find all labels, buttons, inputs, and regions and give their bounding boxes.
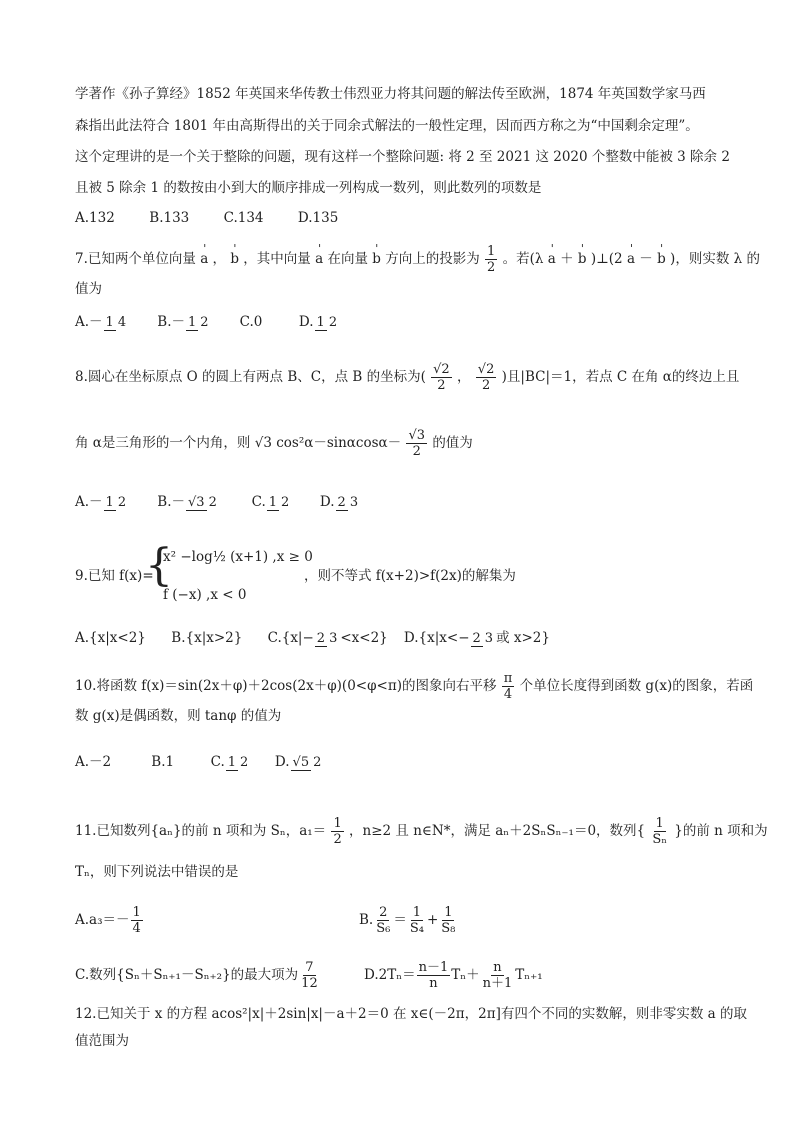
q6-option-b: B.133 xyxy=(149,210,190,226)
q7-line-2: 值为 xyxy=(75,281,102,297)
q7-text-c: 在向量 xyxy=(327,251,368,267)
q8-fraction-1: $\frac{√2}{2}$ xyxy=(433,362,450,393)
q8-option-a: A.－ 1 2 xyxy=(75,494,127,510)
q10-text-a: 10.将函数 f(x)＝sin(2x＋φ)＋2cos(2x＋φ)(0<φ<π)的图象向右平移 xyxy=(75,678,497,694)
q6-line-2: 森指出此法符合 1801 年由高斯得出的关于同余式解法的一般性定理，因而西方称之为“中国剩余定理”。 xyxy=(75,118,699,134)
q8-text-b: )且|BC|＝1，若点 C 在角 α的终边上且 xyxy=(501,369,740,385)
q8-root3: √3 xyxy=(254,435,272,451)
q8-text-a: 8.圆心在坐标原点 O 的圆上有两点 B、C，点 B 的坐标为( xyxy=(75,369,426,385)
q8-option-b: B.－ √3 2 xyxy=(157,494,217,510)
q8-options xyxy=(75,492,380,512)
q11-option-b: B. $\frac{2}{\text{S₆}}$ ＝ $\frac{1}{\text{S₄}}$ + $\frac{1}{\text{S₈}}$ xyxy=(359,905,456,936)
q6-option-a: A.132 xyxy=(75,210,115,226)
q7-vector-a-4: ' a xyxy=(627,249,635,269)
q10-line-2: 数 g(x)是偶函数，则 tanφ 的值为 xyxy=(75,708,282,724)
q8-line-2 xyxy=(75,428,473,459)
q6-line-4: 且被 5 除余 1 的数按由小到大的顺序排成一列构成一数列，则此数列的项数是 xyxy=(75,180,542,196)
q6-options xyxy=(75,208,368,228)
q9-option-b: B.{x|x>2} xyxy=(171,630,243,646)
q7-fraction-half: $\frac{1}{2}$ xyxy=(487,244,496,275)
q6-line-3: 这个定理讲的是一个关于整除的问题，现有这样一个整除问题: 将 2 至 2021 这 2020 个整数中能被 3 除余 2 xyxy=(75,149,730,165)
q7-minus: － xyxy=(639,251,653,267)
q8-option-d: D. 2 3 xyxy=(319,494,359,510)
q7-vector-a: ' a xyxy=(200,249,208,269)
q7-vector-b-4: ' b xyxy=(657,249,666,269)
q10-option-b: B.1 xyxy=(151,754,175,770)
q11-text-a: 11.已知数列{aₙ}的前 n 项和为 Sₙ，a₁＝ xyxy=(75,823,327,839)
q10-stem xyxy=(75,671,753,702)
q7-option-a: A.－ 1 4 xyxy=(75,314,127,330)
q8-fraction-3: $\frac{√3}{2}$ xyxy=(408,428,426,459)
q7-option-b: B.－ 1 2 xyxy=(157,314,209,330)
q9-case-2: f (−x) ,x < 0 xyxy=(163,587,247,603)
q6-option-c: C.134 xyxy=(223,210,264,226)
q11-option-c: C.数列{Sₙ＋Sₙ₊₁－Sₙ₊₂}的最大项为 $\frac{7}{12}$ xyxy=(75,960,318,991)
q10-option-d: D. √5 2 xyxy=(274,754,322,770)
q7-text-b: ，其中向量 xyxy=(243,251,311,267)
q8-fraction-2: $\frac{√2}{2}$ xyxy=(477,362,495,393)
q7-text-a: 7.已知两个单位向量 xyxy=(75,251,196,267)
q8-text-l2a: 角 α是三角形的一个内角，则 xyxy=(75,435,251,451)
q7-text-e: 。若(λ xyxy=(502,251,544,267)
q9-option-a: A.{x|x<2} xyxy=(75,630,146,646)
q9-option-d: D.{x|x<− 2 3 或 x>2} xyxy=(403,630,550,646)
q7-plus: ＋ xyxy=(560,251,574,267)
q9-text-a: 9.已知 f(x)= xyxy=(75,568,154,584)
q7-option-c: C.0 xyxy=(239,314,263,330)
q9-text-b: ，则不等式 f(x+2)>f(2x)的解集为 xyxy=(304,568,516,584)
q7-vector-a-3: ' a xyxy=(548,249,556,269)
q10-options xyxy=(75,752,335,772)
q7-vector-a-2: ' a xyxy=(315,249,323,269)
q11-option-a: A.a₃＝－ $\frac{1}{4}$ xyxy=(75,905,141,936)
q7-text-g: )⊥(2 xyxy=(590,251,623,267)
q12-line-2: 值范围为 xyxy=(75,1033,129,1049)
q9-case-1: x² −log½ (x+1) ,x ≥ 0 xyxy=(163,549,313,565)
q10-option-c: C. 1 2 xyxy=(210,754,249,770)
q7-text-d: 方向上的投影为 xyxy=(385,251,480,267)
q7-stem xyxy=(75,244,760,275)
q7-comma: ， xyxy=(212,251,227,267)
q11-stem xyxy=(75,816,768,847)
q8-text-l2b: cos²α－sinαcosα－ xyxy=(276,435,402,451)
q8-text-l2c: 的值为 xyxy=(432,435,473,451)
q11-text-c: }的前 n 项和为 xyxy=(674,823,768,839)
q7-vector-b-2: ' b xyxy=(372,249,381,269)
q11-line-2: Tₙ，则下列说法中错误的是 xyxy=(75,864,239,880)
q8-option-c: C. 1 2 xyxy=(251,494,290,510)
q8-stem xyxy=(75,362,739,393)
q9-options xyxy=(75,628,554,648)
q7-option-d: D. 1 2 xyxy=(298,314,338,330)
q7-vector-b-3: ' b xyxy=(578,249,587,269)
q6-option-d: D.135 xyxy=(297,210,339,226)
q9-brace: { xyxy=(145,540,173,591)
q8-comma: ， xyxy=(457,369,471,385)
q9-option-c: C.{x|− 2 3 <x<2} xyxy=(267,630,388,646)
q10-option-a: A.－2 xyxy=(75,754,112,770)
q12-line-1: 12.已知关于 x 的方程 acos²|x|＋2sin|x|－a＋2＝0 在 x∈(－2π，2π]有四个不同的实数解，则非零实数 a 的取 xyxy=(75,1006,747,1022)
q7-options xyxy=(75,312,359,332)
q7-text-i: )，则实数 λ 的 xyxy=(670,251,760,267)
q11-text-b: ，n≥2 且 n∈N*，满足 aₙ＋2SₙSₙ₋₁＝0，数列{ xyxy=(349,823,646,839)
q11-fraction-a1: $\frac{1}{2}$ xyxy=(333,816,342,847)
q7-vector-b: ' b xyxy=(230,249,239,269)
q11-option-d: D.2Tₙ＝ $\frac{n-1}{n}$ Tₙ＋ $\frac{n}{n+1}$ Tₙ₊₁ xyxy=(364,960,543,991)
q10-fraction: $\frac{\pi}{4}$ xyxy=(503,671,513,702)
q11-fraction-inverse: $\frac{1}{\text{Sₙ}}$ xyxy=(652,816,667,847)
q10-text-b: 个单位长度得到函数 g(x)的图象，若函 xyxy=(519,678,754,694)
q6-line-1: 学著作《孙子算经》1852 年英国来华传教士伟烈亚力将其问题的解法传至欧洲，1874 年英国数学家马西 xyxy=(75,86,706,102)
